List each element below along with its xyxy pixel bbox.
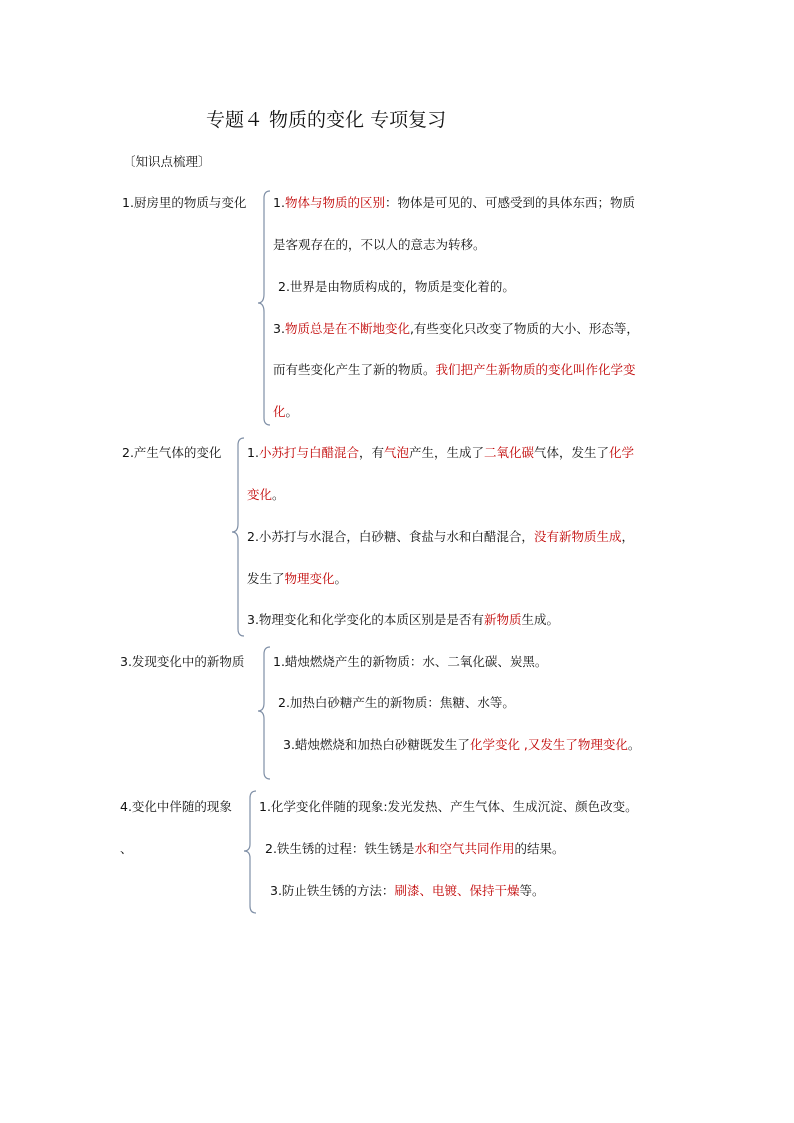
section-4-line bbox=[265, 839, 564, 857]
body-text: 。 bbox=[272, 487, 285, 502]
body-text: 2.世界是由物质构成的，物质是变化着的。 bbox=[278, 279, 515, 294]
highlight-text: 水和空气共同作用 bbox=[414, 841, 515, 856]
body-text: 。 bbox=[285, 404, 299, 419]
body-text: 3.蜡烛燃烧和加热白砂糖既发生了 bbox=[283, 737, 470, 752]
body-text: 。 bbox=[334, 571, 348, 586]
body-text: 2.小苏打与水混合，白砂糖、食盐与水和白醋混合， bbox=[247, 529, 534, 544]
topic-label-4: 4.变化中伴随的现象 bbox=[120, 799, 232, 814]
highlight-text: 物质总是在不断地变化 bbox=[284, 321, 410, 336]
body-text: 是客观存在的，不以人的意志为转移。 bbox=[273, 237, 486, 252]
body-text: 而有些变化产生了新的物质。 bbox=[273, 362, 436, 377]
section-1-line bbox=[273, 360, 636, 378]
highlight-text: 我们把产生新物质的变化叫作化学变 bbox=[435, 362, 636, 377]
section-heading: 〔知识点梳理〕 bbox=[123, 154, 211, 169]
body-text: 生成。 bbox=[521, 612, 559, 627]
highlight-text: 新物质 bbox=[483, 612, 522, 627]
body-text: 1.蜡烛燃烧产生的新物质：水、二氧化碳、炭黑。 bbox=[273, 654, 548, 669]
section-4-line bbox=[270, 881, 544, 899]
stray-mark: 、 bbox=[120, 841, 133, 856]
body-text: 2.加热白砂糖产生的新物质：焦糖、水等。 bbox=[278, 695, 515, 710]
highlight-text: 化学 bbox=[609, 445, 635, 460]
highlight-text: 物体与物质的区别 bbox=[284, 195, 385, 210]
bracket-1 bbox=[258, 190, 274, 426]
section-1-line bbox=[273, 235, 486, 253]
section-3-line bbox=[273, 652, 547, 670]
body-text: ：物体是可见的、可感受到的具体东西；物质 bbox=[384, 195, 635, 210]
body-text: 2.铁生锈的过程：铁生锈是 bbox=[265, 841, 415, 856]
highlight-text: 气泡 bbox=[383, 445, 409, 460]
section-2-line bbox=[247, 610, 559, 628]
section-1-line bbox=[278, 277, 515, 295]
body-text: ， bbox=[621, 529, 634, 544]
section-3-line bbox=[283, 735, 640, 753]
body-text: 1.化学变化伴随的现象:发光发热、产生气体、生成沉淀、颜色改变。 bbox=[259, 799, 638, 814]
body-text: 3.物理变化和化学变化的本质区别是是否有 bbox=[247, 612, 484, 627]
section-1-line bbox=[273, 402, 298, 420]
body-text: 3. bbox=[273, 321, 285, 336]
body-text: 气体，发生了 bbox=[534, 445, 610, 460]
highlight-text: 没有新物质生成 bbox=[533, 529, 622, 544]
highlight-text: 物理变化 bbox=[284, 571, 335, 586]
section-3-line bbox=[278, 693, 515, 711]
body-text: 1. bbox=[247, 445, 259, 460]
section-2-line bbox=[247, 485, 285, 503]
highlight-text: 小苏打与白醋混合 bbox=[258, 445, 359, 460]
body-text: 等。 bbox=[519, 883, 545, 898]
body-text: ，有 bbox=[358, 445, 384, 460]
body-text: 的结果。 bbox=[514, 841, 565, 856]
highlight-text: 二氧化碳 bbox=[484, 445, 535, 460]
page-title: 专题４ 物质的变化 专项复习 bbox=[206, 109, 447, 131]
body-text: 3.防止铁生锈的方法： bbox=[270, 883, 395, 898]
section-2-line bbox=[247, 443, 634, 461]
topic-label-3: 3.发现变化中的新物质 bbox=[120, 654, 245, 669]
topic-label-1: 1.厨房里的物质与变化 bbox=[122, 195, 247, 210]
highlight-text: 化 bbox=[273, 404, 286, 419]
body-text: 。 bbox=[627, 737, 641, 752]
section-1-line bbox=[273, 319, 639, 337]
bracket-2 bbox=[232, 437, 248, 637]
section-2-line bbox=[247, 527, 634, 545]
body-text: 产生，生成了 bbox=[408, 445, 484, 460]
bracket-4 bbox=[244, 790, 260, 914]
highlight-text: 刷漆、电镀、保持干燥 bbox=[394, 883, 520, 898]
section-1-line bbox=[273, 193, 635, 211]
section-2-line bbox=[247, 569, 347, 587]
body-text: 1. bbox=[273, 195, 285, 210]
body-text: 发生了 bbox=[247, 571, 285, 586]
section-4-line bbox=[259, 797, 638, 815]
topic-label-2: 2.产生气体的变化 bbox=[122, 445, 222, 460]
body-text: ,有些变化只改变了物质的大小、形态等， bbox=[409, 321, 639, 336]
highlight-text: 变化 bbox=[247, 487, 273, 502]
bracket-3 bbox=[258, 646, 274, 780]
highlight-text: 化学变化 ,又发生了物理变化 bbox=[469, 737, 628, 752]
